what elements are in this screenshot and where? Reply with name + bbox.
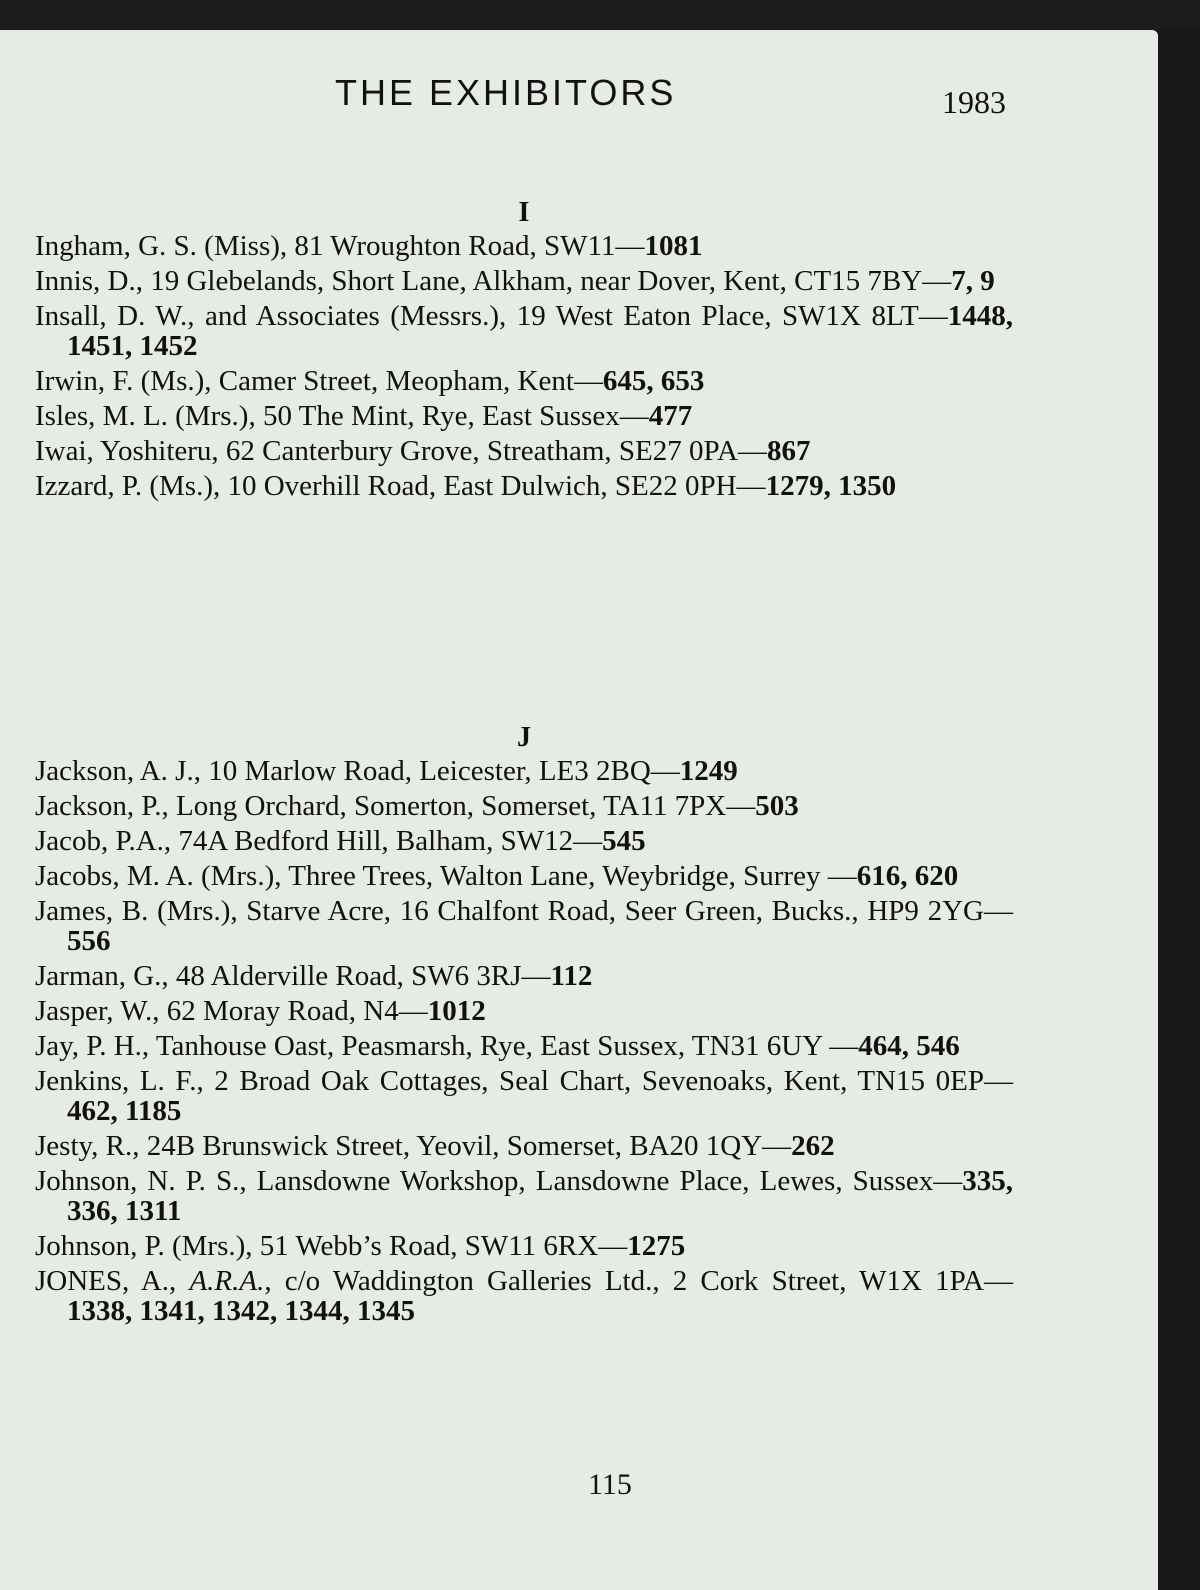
list-item: Johnson, P. (Mrs.), 51 Webb’s Road, SW11 6RX—1275 <box>35 1230 686 1262</box>
book-spine <box>1158 30 1200 1590</box>
section-letter: I <box>518 197 530 228</box>
section-j <box>35 720 1013 1331</box>
list-item: Jackson, A. J., 10 Marlow Road, Leicester, LE3 2BQ—1249 <box>35 755 738 787</box>
list-item: Isles, M. L. (Mrs.), 50 The Mint, Rye, East Sussex—477 <box>35 400 693 432</box>
list-item: Jarman, G., 48 Alderville Road, SW6 3RJ—112 <box>35 960 593 992</box>
page-year: 1983 <box>942 84 1006 120</box>
list-item: Innis, D., 19 Glebelands, Short Lane, Alkham, near Dover, Kent, CT15 7BY—7, 9 <box>35 265 995 297</box>
list-item: Jacobs, M. A. (Mrs.), Three Trees, Walton Lane, Weybridge, Surrey —616, 620 <box>35 860 959 892</box>
list-item: Jasper, W., 62 Moray Road, N4—1012 <box>35 995 486 1027</box>
list-item: Jay, P. H., Tanhouse Oast, Peasmarsh, Rye, East Sussex, TN31 6UY —464, 546 <box>35 1030 960 1062</box>
list-item: Irwin, F. (Ms.), Camer Street, Meopham, Kent—645, 653 <box>35 365 705 397</box>
list-item: Jenkins, L. F., 2 Broad Oak Cottages, Seal Chart, Sevenoaks, Kent, TN15 0EP—462, 1185 <box>35 1065 1013 1127</box>
list-item: James, B. (Mrs.), Starve Acre, 16 Chalfont Road, Seer Green, Bucks., HP9 2YG—556 <box>35 895 1013 957</box>
list-item: Jackson, P., Long Orchard, Somerton, Somerset, TA11 7PX—503 <box>35 790 799 822</box>
list-item: JONES, A., A.R.A., c/o Waddington Galleries Ltd., 2 Cork Street, W1X 1PA—1338, 1341, 1342, 1344, 1345 <box>35 1265 1014 1327</box>
page-number: 115 <box>588 1468 632 1501</box>
list-item: Iwai, Yoshiteru, 62 Canterbury Grove, Streatham, SE27 0PA—867 <box>35 435 811 467</box>
page-title: THE EXHIBITORS <box>335 72 677 113</box>
list-item: Izzard, P. (Ms.), 10 Overhill Road, East Dulwich, SE22 0PH—1279, 1350 <box>35 470 897 502</box>
list-item: Jesty, R., 24B Brunswick Street, Yeovil, Somerset, BA20 1QY—262 <box>35 1130 835 1162</box>
section-letter: J <box>517 722 531 753</box>
list-item: Johnson, N. P. S., Lansdowne Workshop, Lansdowne Place, Lewes, Sussex—335, 336, 1311 <box>35 1165 1013 1227</box>
list-item: Jacob, P.A., 74A Bedford Hill, Balham, SW12—545 <box>35 825 646 857</box>
list-item: Ingham, G. S. (Miss), 81 Wroughton Road, SW11—1081 <box>35 230 703 262</box>
section-i <box>35 195 1013 506</box>
list-item: Insall, D. W., and Associates (Messrs.), 19 West Eaton Place, SW1X 8LT—1448, 1451, 1452 <box>35 300 1013 362</box>
